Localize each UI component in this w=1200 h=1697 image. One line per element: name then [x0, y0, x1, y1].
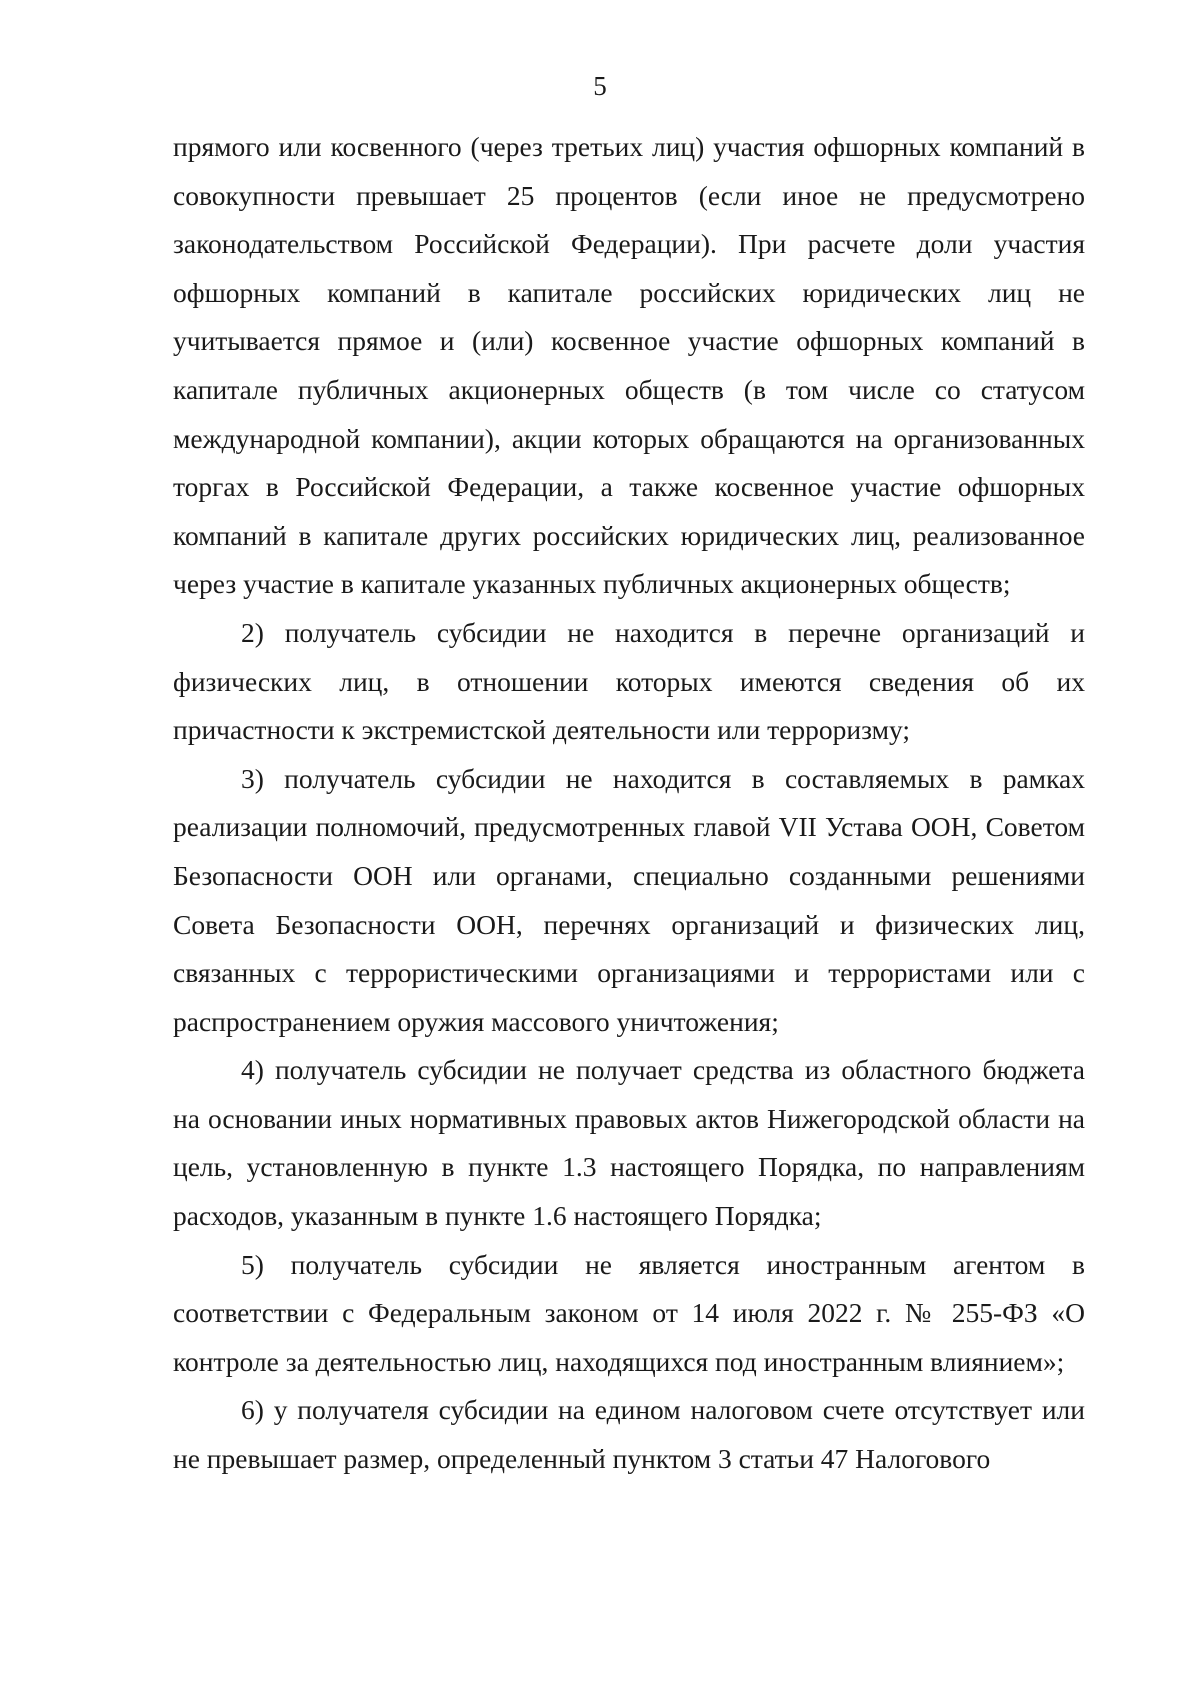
paragraph-item-3: 3) получатель субсидии не находится в составляемых в рамках реализации полномочий, предусмотренных главой VII Устава ООН, Советом Безопасности ООН или органами, специально созданными решениями Совета Безопасности ООН, перечнях организаций и физических лиц, связанных с террористическими организациями и террористами или с распространением оружия массового уничтожения;: [173, 762, 1085, 1037]
paragraph-item-4: 4) получатель субсидии не получает средства из областного бюджета на основании иных нормативных правовых актов Нижегородской области на цель, установленную в пункте 1.3 настоящего Порядка, по направлениям расходов, указанным в пункте 1.6 настоящего Порядка;: [173, 1054, 1085, 1232]
page-number: 5: [593, 71, 607, 101]
paragraph-offshore-participation: прямого или косвенного (через третьих лиц) участия офшорных компаний в совокупности превышает 25 процентов (если иное не предусмотрено законодательством Российской Федерации). При расчете доли участия офшорных компаний в капитале российских юридических лиц не учитывается прямое и (или) косвенное участие офшорных компаний в капитале публичных акционерных обществ (в том числе со статусом международной компании), акции которых обращаются на организованных торгах в Российской Федерации, а также косвенное участие офшорных компаний в капитале других российских юридических лиц, реализованное через участие в капитале указанных публичных акционерных обществ;: [173, 131, 1085, 600]
paragraph-item-5: 5) получатель субсидии не является иностранным агентом в соответствии с Федеральным законом от 14 июля 2022 г. № 255-ФЗ «О контроле за деятельностью лиц, находящихся под иностранным влиянием»;: [173, 1248, 1085, 1377]
paragraph-item-6: 6) у получателя субсидии на едином налоговом счете отсутствует или не превышает размер, определенный пунктом 3 статьи 47 Налогового: [173, 1394, 1085, 1475]
paragraph-item-2: 2) получатель субсидии не находится в перечне организаций и физических лиц, в отношении которых имеются сведения об их причастности к экстремистской деятельности или терроризму;: [173, 616, 1085, 746]
document-body: [173, 123, 1085, 1484]
